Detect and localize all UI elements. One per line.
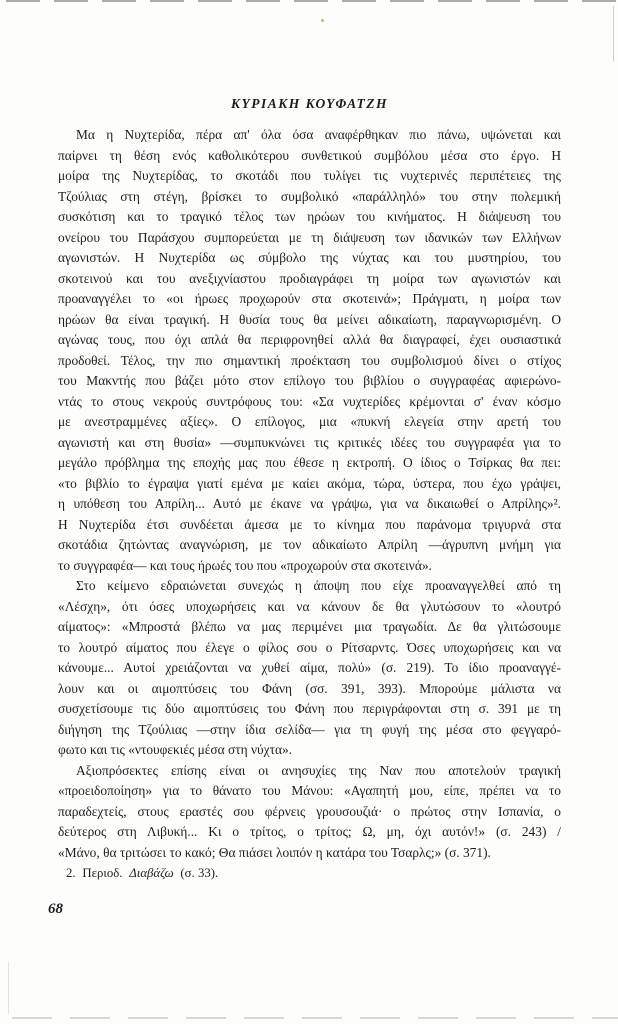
text-line: του Μακντής που βάζει μότο στον επίλογο του βιβλίου ο συγγραφέας αφιερώνο- — [58, 373, 561, 388]
text-line: «Λέσχη», ότι όσες υποχωρήσεις και να κάνουν δε θα γλυτώσουν το «λουτρό — [58, 598, 561, 614]
scan-speck-artifact — [321, 19, 324, 22]
scan-bottom-edge-artifact — [12, 1017, 618, 1019]
text-line: σκοτάδια ζητώντας αναγνώριση, με τον αδικαίωτο Απρίλη —άγρυπνη μνήμη για — [58, 537, 561, 552]
text-line: το συγγραφέα— και τους ήρωές του που «προχωρούν στα σκοτεινά». — [58, 557, 432, 573]
footnote-text-after-title: (σ. 33). — [180, 866, 219, 880]
text-line: ηρώων θα είναι τραγική. Η θυσία τους θα μείνει αδικαίωτη, παραγνωρισμένη. Ο — [58, 311, 561, 327]
text-line: «προειδοποίηση» για το θάνατο του Μάνου: «Αγαπητή μου, είπε, πρέπει να το — [58, 783, 561, 798]
text-line: Μα η Νυχτερίδα, πέρα απ' όλα όσα αναφέρθηκαν πιο πάνω, υψώνεται και — [76, 127, 561, 142]
text-line: «το βιβλίο το έγραψα γιατί εμένα με καίει ακόμα, τώρα, ύστερα, που έχω γράψει, — [58, 475, 561, 491]
text-line: αγωνιστή και στη θυσία» —συμπυκνώνει τις κριτικές ιδέες του συγγραφέα για το — [58, 434, 561, 450]
text-line: αγώνας τους, που όχι απλά θα περιφρονηθεί αλλά θα διαγραφεί, έχει ουσιαστικά — [58, 332, 561, 347]
text-line: το λουτρό αίματος που έλεγε ο φίλος σου ο Ρίτσαρντς. Όσες υποχωρήσεις και να — [58, 639, 561, 655]
footnote-number: 2. — [66, 866, 76, 880]
text-line: παίρνει τη θέση ενός καθολικότερου συνθετικού συμβόλου μέσα στο έργο. Η — [58, 147, 561, 163]
scan-left-edge-artifact — [8, 962, 9, 1014]
text-line: λουν και οι αιμοπτύσεις του Φάνη (σσ. 391, 393). Μπορούμε μάλιστα να — [58, 680, 561, 696]
text-line: ντάς το στους νεκρούς συντρόφους του: «Σα νυχτερίδες κρέμονται σ' έναν κόσμο — [58, 393, 561, 409]
text-line: «Μάνο, θα τριτώσει το κακό; Θα πιάσει λοιπόν η κατάρα του Τσαρλς;» (σ. 371). — [58, 844, 491, 860]
footnote — [66, 866, 218, 881]
scan-right-edge-artifact — [613, 6, 614, 61]
text-line: προαναγγέλει το «οι ήρωες προχωρούν στα σκοτεινά»; Πράγματι, η μοίρα των — [58, 291, 561, 306]
page-number: 68 — [48, 901, 63, 917]
paragraph — [58, 125, 561, 576]
text-line: μοίρα της Νυχτερίδας, το σκοτάδι που τυλίγει τις νυχτερινές περιπέτειες της — [58, 168, 561, 183]
text-line: ονείρου του Παράσχου συμπορεύεται με τη διάψευση των ιδανικών των Ελλήνων — [58, 229, 561, 245]
text-line: Η Νυχτερίδα έτσι συνδέεται άμεσα με το κίνημα που παράνομα τριγυρνά στα — [58, 516, 561, 532]
running-head: ΚΥΡΙΑΚΗ ΚΟΥΦΑΤΖΗ — [231, 96, 388, 111]
text-line: σκοτεινού και του ανεξιχνίαστου προδιαγράφει τη μοίρα των αγωνιστών και — [58, 270, 561, 286]
footnote-text-before-title: Περιοδ. — [82, 866, 123, 880]
text-line: προδοθεί. Τέλος, την πιο σημαντική προέκταση του συμβολισμού δίνει ο στίχος — [58, 352, 561, 368]
text-line: συσχετίσουμε τις δύο αιμοπτύσεις του Φάνη που περιγράφονται στη σ. 391 με τη — [58, 701, 561, 716]
text-line: αίματος»: «Μπροστά βλέπω να μας περιμένει μια τραγωδία. Δε θα γλιτώσουμε — [58, 619, 561, 634]
text-line: Στο κείμενο εδραιώνεται συνεχώς η άποψη που είχε προαναγγελθεί από τη — [76, 578, 561, 593]
text-line: αγωνιστών. Η Νυχτερίδα ως σύμβολο της νύχτας και του μυστηρίου, του — [58, 250, 561, 265]
footnote-journal-title: Διαβάζω — [129, 866, 174, 880]
text-line: συσκότιση και το τραγικό τέλος των ηρώων του κινήματος. Η διάψευση του — [58, 209, 561, 224]
text-line: δεύτερος στη Λιβυκή... Κι ο τρίτος, ο τρίτος; Ω, μη, όχι αυτόν!» (σ. 243) / — [58, 824, 561, 839]
body-text — [58, 125, 561, 863]
text-line: παραδεχτείς, στους εραστές σου φέρνεις γρουσουζιά· ο πρώτος στην Ισπανία, ο — [58, 803, 561, 819]
text-line: Τζούλιας στη στέγη, βρίσκει το συμβολικό «παράλληλό» του στην πολεμική — [58, 188, 561, 204]
paragraph — [58, 576, 561, 761]
text-line: διήγηση της Τζούλιας —στην ίδια σελίδα— για τη φυγή της μέσα στο φεγγαρό- — [58, 721, 561, 737]
text-line: φωτο και τις «ντουφεκιές μέσα στη νύχτα». — [58, 742, 293, 757]
text-line: κάνουμε... Αυτοί χρειάζονται να χυθεί αίμα, πολύ» (σ. 219). Το ίδιο προαναγγέ- — [58, 660, 561, 675]
scan-top-edge-artifact — [6, 0, 618, 2]
text-line: Αξιοπρόσεκτες επίσης είναι οι ανησυχίες της Ναν που αποτελούν τραγική — [76, 762, 561, 778]
text-line: μεγάλο πρόβλημα της εποχής μας που έθεσε η εκτροπή. Ο ίδιος ο Τσίρκας θα πει: — [58, 455, 561, 470]
text-line: με ανεστραμμένες αξίες». Ο επίλογος, μια «πυκνή ελεγεία στην αρετή του — [58, 414, 561, 429]
text-line: η υπόθεση του Απρίλη... Αυτό με έκανε να γράψω, για να δικαιωθεί ο Απρίλης»². — [58, 496, 561, 511]
paragraph — [58, 761, 561, 864]
